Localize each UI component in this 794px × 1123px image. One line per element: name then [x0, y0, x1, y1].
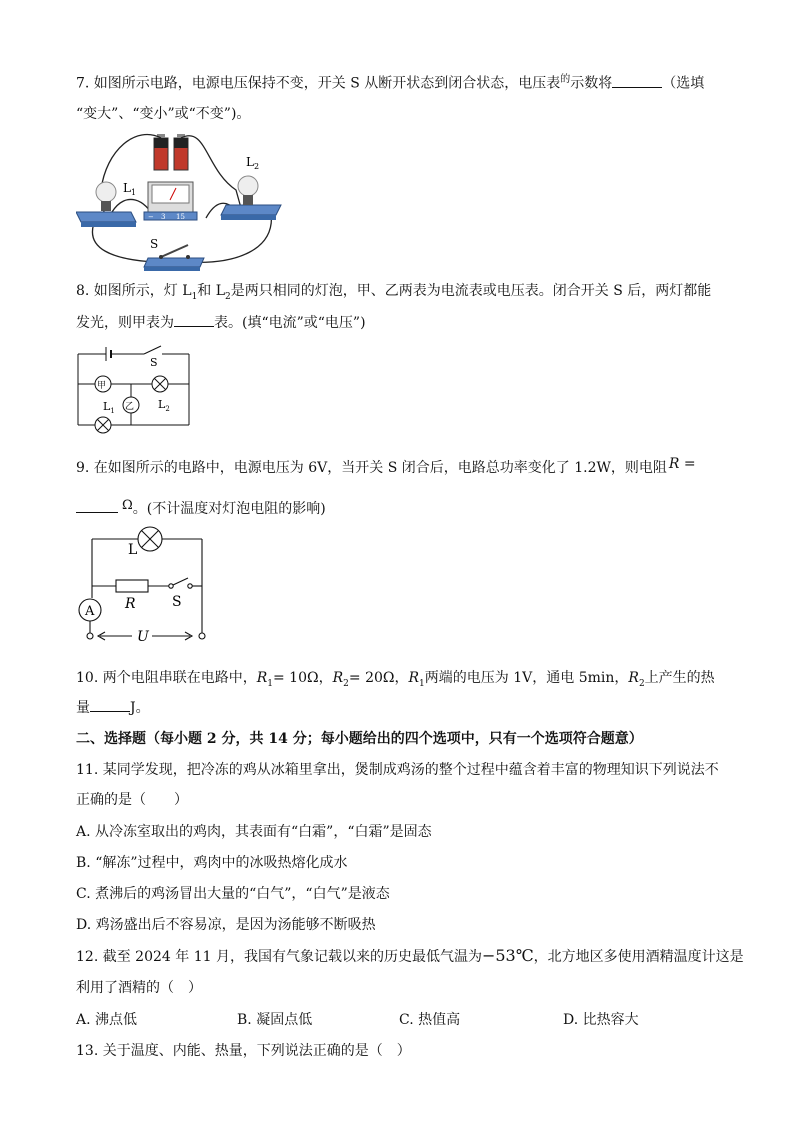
section-2-heading: 二、选择题（每小题 2 分，共 14 分；每小题给出的四个选项中，只有一个选项符合题意） — [76, 731, 643, 747]
q9-s-label: S — [172, 594, 182, 610]
q10-r1-val: = 10Ω — [273, 670, 319, 686]
q8-text-e: 表。(填“电流”或“电压”) — [214, 315, 366, 331]
q7-text-c: （选填 — [662, 75, 705, 92]
q12-option-a[interactable]: A. 沸点低 — [76, 1012, 138, 1028]
q12-line2: 利用了酒精的（ ） — [76, 980, 202, 996]
yi-meter-icon: 乙 — [125, 402, 135, 412]
q11-option-a[interactable]: A. 从冷冻室取出的鸡肉，其表面有“白霜”，“白霜”是固态 — [76, 824, 432, 840]
q7-text-a: 7. 如图所示电路，电源电压保持不变，开关 S 从断开状态到闭合状态，电压表 — [76, 75, 561, 92]
q10-text-c: 上产生的热 — [644, 670, 715, 686]
q10-r2b-sub: 2 — [638, 678, 645, 689]
q10-r2-sub: 2 — [343, 678, 349, 689]
q12-option-c[interactable]: C. 热值高 — [399, 1012, 461, 1028]
q8-s-label: S — [150, 356, 158, 369]
ammeter-icon: A — [85, 604, 95, 619]
jia-meter-icon: 甲 — [97, 381, 107, 391]
q8-text-d: 发光，则甲表为 — [76, 315, 174, 331]
q12-temp: −53℃ — [481, 946, 534, 965]
q11-option-b[interactable]: B. “解冻”过程中，鸡肉中的冰吸热熔化成水 — [76, 855, 348, 871]
q12-text-a: 12. 截至 2024 年 11 月，我国有气象记载以来的历史最低气温为 — [76, 949, 482, 965]
q8-answer-blank[interactable] — [174, 312, 214, 327]
q8-line2 — [76, 312, 366, 333]
meter-minus: − — [148, 213, 154, 221]
lamp-l1-icon — [96, 182, 116, 202]
q11-line2: 正确的是（ ） — [76, 792, 188, 808]
q12-text-b: ，北方地区多使用酒精温度计这是 — [533, 949, 744, 965]
q10-comma2: ， — [394, 670, 409, 686]
q9-text-b: 。(不计温度对灯泡电阻的影响) — [132, 501, 326, 517]
q9-line2 — [76, 496, 326, 519]
fig-l2-label: $L_2$ — [246, 155, 260, 171]
q8-l1-label: $L_1$ — [103, 400, 115, 415]
q7-text-b: 示数将 — [570, 75, 613, 92]
q9-r-eq: R = — [668, 456, 696, 472]
lamp-l2-icon — [238, 176, 258, 196]
q8-line1 — [76, 281, 711, 307]
fig-s-label: S — [150, 237, 159, 251]
q11-option-c[interactable]: C. 煮沸后的鸡汤冒出大量的“白气”，“白气”是液态 — [76, 886, 390, 902]
q7-line1 — [76, 70, 704, 94]
q10-r2b: R — [628, 670, 639, 686]
q9-r-label: R — [125, 596, 136, 612]
q11-option-d[interactable]: D. 鸡汤盛出后不容易凉，是因为汤能够不断吸热 — [76, 917, 376, 933]
q7-answer-blank[interactable] — [612, 73, 662, 88]
q10-comma1: ， — [318, 670, 333, 686]
q9-l-label: L — [128, 542, 138, 558]
q8-sub1: 1 — [191, 291, 198, 302]
q8-text-a: 8. 如图所示，灯 L — [76, 283, 192, 299]
q9-answer-blank[interactable] — [76, 498, 118, 513]
q7-line2: “变大”、“变小”或“不变”)。 — [76, 106, 251, 122]
q10-r2-val: = 20Ω — [348, 670, 395, 686]
q8-text-b: 和 L — [197, 283, 226, 299]
battery-icon — [154, 134, 188, 170]
fig-l1-label: $L_1$ — [123, 181, 137, 197]
q10-answer-blank[interactable] — [90, 697, 130, 712]
q11-line1: 11. 某同学发现，把冷冻的鸡从冰箱里拿出，煲制成鸡汤的整个过程中蕴含着丰富的物理知识下列说法不 — [76, 762, 719, 778]
q13-line1: 13. 关于温度、内能、热量，下列说法正确的是（ ） — [76, 1043, 411, 1059]
q8-circuit-figure — [76, 342, 196, 437]
q9-u-label: U — [137, 629, 149, 645]
q8-text-c: 是两只相同的灯泡，甲、乙两表为电流表或电压表。闭合开关 S 后，两灯都能 — [230, 283, 712, 299]
q10-r1: R — [256, 670, 268, 686]
q9-ohm: Ω — [122, 498, 133, 513]
q9-text-a: 9. 在如图所示的电路中，电源电压为 6V，当开关 S 闭合后，电路总功率变化了 1.2W，则电阻 — [76, 460, 667, 476]
q12-option-b[interactable]: B. 凝固点低 — [237, 1012, 313, 1028]
q12-option-d[interactable]: D. 比热容大 — [563, 1012, 639, 1028]
q10-line2 — [76, 697, 150, 718]
q10-line1 — [76, 668, 715, 694]
q10-text-d: 量 — [76, 700, 90, 716]
q8-l2-label: $L_2$ — [158, 398, 170, 413]
q7-circuit-figure — [76, 130, 286, 275]
q10-r2: R — [332, 670, 344, 686]
q10-r1b: R — [408, 670, 420, 686]
meter-15: 15 — [176, 213, 185, 221]
q12-line1 — [76, 946, 744, 967]
meter-3: 3 — [161, 213, 166, 221]
q10-text-a: 10. 两个电阻串联在电路中， — [76, 670, 257, 686]
q7-sup: 的 — [560, 74, 571, 85]
q10-r1-sub: 1 — [267, 678, 273, 689]
voltmeter-icon — [144, 182, 197, 221]
q9-line1 — [76, 454, 696, 478]
q9-circuit-figure — [76, 524, 216, 649]
q8-sub2: 2 — [225, 291, 231, 302]
q10-text-e: J。 — [130, 700, 150, 716]
q10-text-b: 两端的电压为 1V，通电 5min， — [424, 670, 629, 686]
q10-r1b-sub: 1 — [419, 678, 425, 689]
